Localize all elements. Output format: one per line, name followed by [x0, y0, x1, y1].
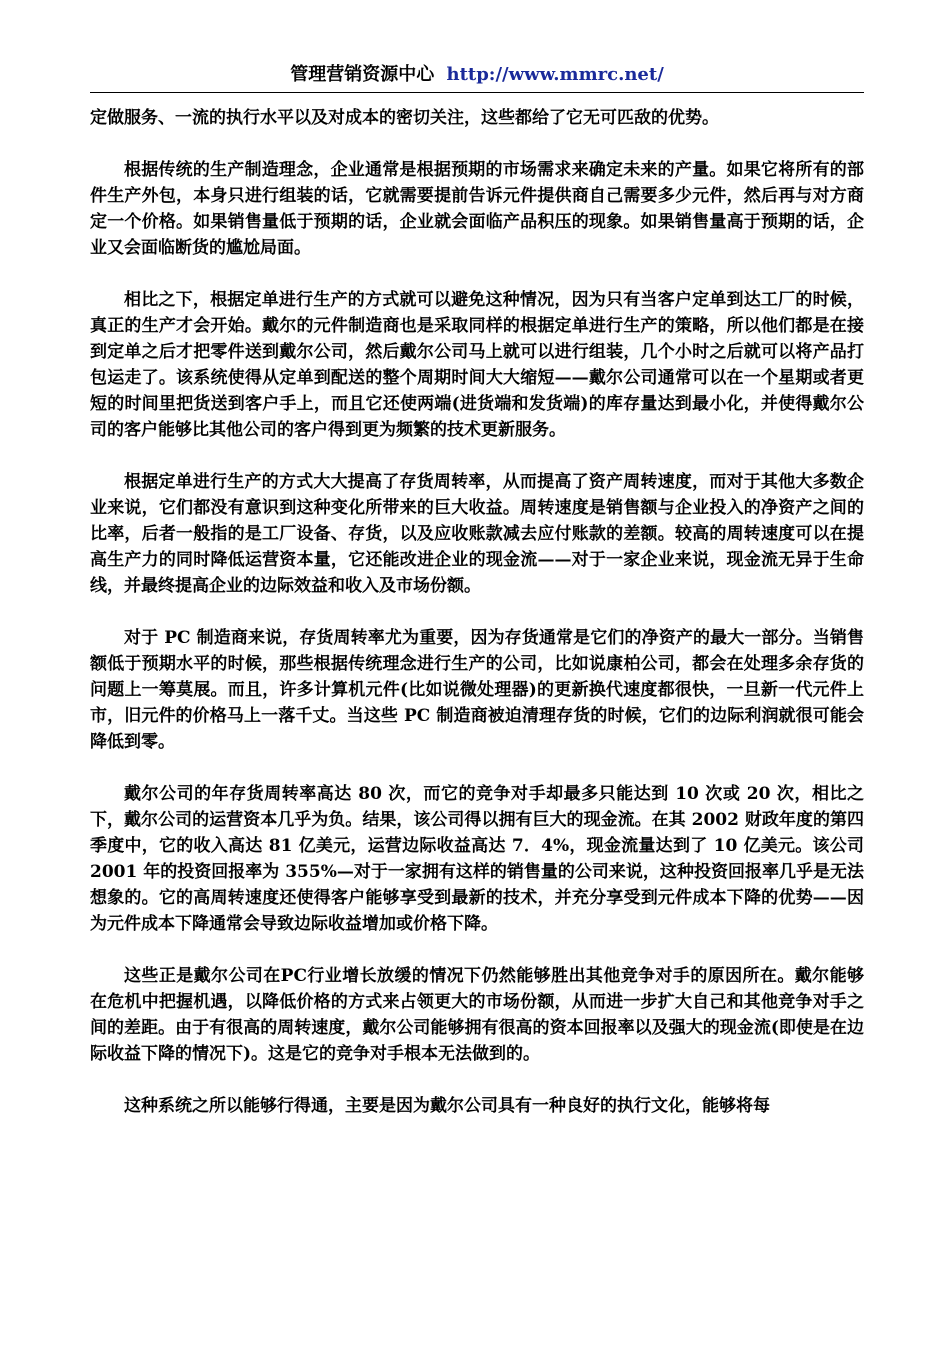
paragraph: 相比之下，根据定单进行生产的方式就可以避免这种情况，因为只有当客户定单到达工厂的时候，真正的生产才会开始。戴尔的元件制造商也是采取同样的根据定单进行生产的策略，所以他们都是在接到定单之后才把零件送到戴尔公司，然后戴尔公司马上就可以进行组装，几个小时之后就可以将产品打包运走了。该系统使得从定单到配送的整个周期时间大大缩短——戴尔公司通常可以在一个星期或者更短的时间里把货送到客户手上，而且它还使两端(进货端和发货端)的库存量达到最小化，并使得戴尔公司的客户能够比其他公司的客户得到更为频繁的技术更新服务。 — [90, 290, 864, 440]
paragraph: 这种系统之所以能够行得通，主要是因为戴尔公司具有一种良好的执行文化，能够将每 — [124, 1096, 770, 1116]
paragraph: 戴尔公司的年存货周转率高达 80 次，而它的竞争对手却最多只能达到 10 次或 20 次，相比之下，戴尔公司的运营资本几乎为负。结果，该公司得以拥有巨大的现金流。在其 2002 财政年度的第四季度中，它的收入高达 81 亿美元，运营边际收益高达 7．4%，现金流量达到了 10 亿美元。该公司 2001 年的投资回报率为 355%—对于一家拥有这样的销售量的公司来说，这种投资回报率几乎是无法想象的。它的高周转速度还使得客户能够享受到最新的技术，并充分享受到元件成本下降的优势——因为元件成本下降通常会导致边际收益增加或价格下降。 — [90, 784, 864, 934]
paragraph: 定做服务、一流的执行水平以及对成本的密切关注，这些都给了它无可匹敌的优势。 — [90, 108, 719, 128]
paragraph: 根据传统的生产制造理念，企业通常是根据预期的市场需求来确定未来的产量。如果它将所有的部件生产外包，本身只进行组装的话，它就需要提前告诉元件提供商自己需要多少元件，然后再与对方商定一个价格。如果销售量低于预期的话，企业就会面临产品积压的现象。如果销售量高于预期的话，企业又会面临断货的尴尬局面。 — [90, 160, 864, 258]
document-page — [90, 60, 864, 1145]
paragraph: 对于 PC 制造商来说，存货周转率尤为重要，因为存货通常是它们的净资产的最大一部分。当销售额低于预期水平的时候，那些根据传统理念进行生产的公司，比如说康柏公司，都会在处理多余存货的问题上一筹莫展。而且，许多计算机元件(比如说微处理器)的更新换代速度都很快，一旦新一代元件上市，旧元件的价格马上一落千丈。当这些 PC 制造商被迫清理存货的时候，它们的边际利润就很可能会降低到零。 — [90, 628, 864, 752]
site-name: 管理营销资源中心 — [290, 64, 435, 85]
page-header — [90, 60, 864, 93]
paragraph: 这些正是戴尔公司在PC行业增长放缓的情况下仍然能够胜出其他竞争对手的原因所在。戴尔能够在危机中把握机遇，以降低价格的方式来占领更大的市场份额，从而进一步扩大自己和其他竞争对手之间的差距。由于有很高的周转速度，戴尔公司能够拥有很高的资本回报率以及强大的现金流(即使是在边际收益下降的情况下)。这是它的竞争对手根本无法做到的。 — [90, 966, 864, 1064]
site-url-link[interactable]: http://www.mmrc.net/ — [446, 64, 664, 85]
document-body — [90, 105, 864, 1119]
paragraph: 根据定单进行生产的方式大大提高了存货周转率，从而提高了资产周转速度，而对于其他大多数企业来说，它们都没有意识到这种变化所带来的巨大收益。周转速度是销售额与企业投入的净资产之间的比率，后者一般指的是工厂设备、存货，以及应收账款减去应付账款的差额。较高的周转速度可以在提高生产力的同时降低运营资本量，它还能改进企业的现金流——对于一家企业来说，现金流无异于生命线，并最终提高企业的边际效益和收入及市场份额。 — [90, 472, 864, 596]
